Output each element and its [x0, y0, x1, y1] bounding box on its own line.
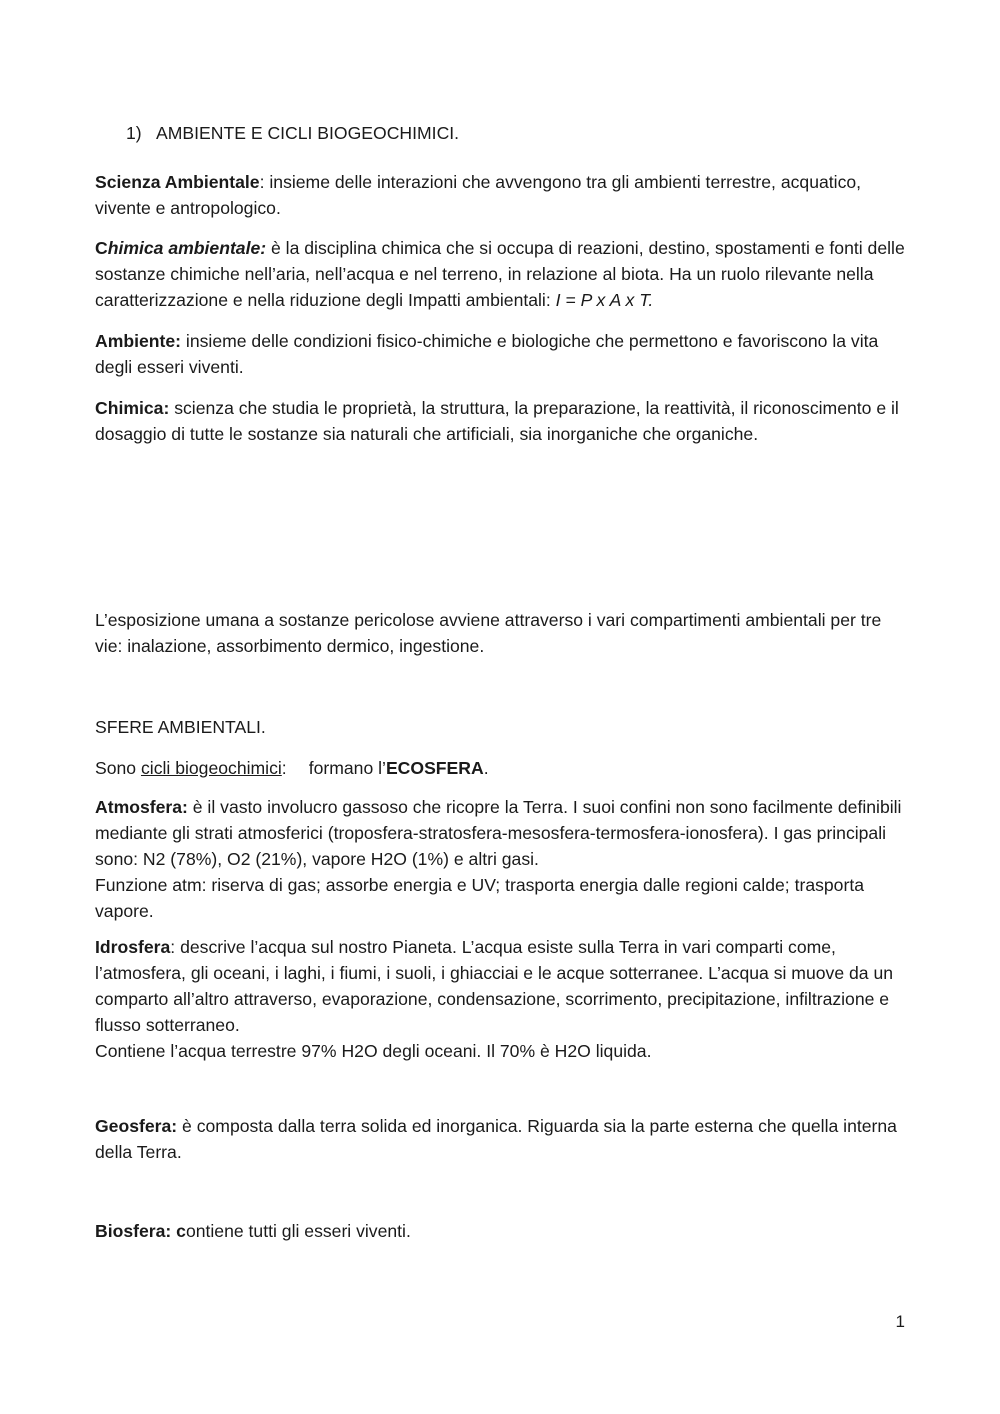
- term-scienza-ambientale: Scienza Ambientale: [95, 172, 260, 192]
- atmosfera-funzione: Funzione atm: riserva di gas; assorbe energia e UV; trasporta energia dalle regioni calde; trasporta vapore.: [95, 875, 864, 921]
- section-title: AMBIENTE E CICLI BIOGEOCHIMICI.: [156, 123, 460, 143]
- idrosfera-contiene: Contiene l’acqua terrestre 97% H2O degli oceani. Il 70% è H2O liquida.: [95, 1041, 652, 1061]
- term-chimica: Chimica:: [95, 398, 170, 418]
- intro-end: .: [483, 758, 489, 778]
- term-chimica-ambientale-initial: C: [95, 238, 108, 258]
- idrosfera-text: : descrive l’acqua sul nostro Pianeta. L’acqua esiste sulla Terra in vari comparti come, l’atmosfera, gli oceani, i laghi, i fiumi, i suoli, i ghiacciai e le acque sotterranee. L’acqua si muove da un comparto all’altro attraverso, evaporazione, condensazione, scorrimento, precipitazione, infiltrazione e flusso sotterraneo.: [95, 937, 894, 1035]
- definition-chimica-ambientale: [95, 235, 910, 313]
- biosfera-section: [95, 1218, 910, 1244]
- geosfera-section: [95, 1113, 910, 1165]
- esposizione-paragraph: L’esposizione umana a sostanze pericolose avviene attraverso i vari compartimenti ambientali per tre vie: inalazione, assorbimento dermico, ingestione.: [95, 610, 882, 656]
- ecosfera-term: ECOSFERA: [385, 758, 484, 778]
- idrosfera-section: [95, 934, 910, 1064]
- definition-text: : insieme delle interazioni che avvengono tra gli ambienti terrestre, acquatico, vivente e antropologico.: [95, 172, 862, 218]
- intro-prefix: Sono: [95, 758, 141, 778]
- term-idrosfera: Idrosfera: [95, 937, 171, 957]
- term-ambiente: Ambiente:: [95, 331, 182, 351]
- page-number: 1: [895, 1312, 905, 1331]
- term-atmosfera: Atmosfera:: [95, 797, 188, 817]
- sfere-intro: [95, 755, 910, 781]
- intro-colon: :: [281, 758, 287, 778]
- biosfera-text: ontiene tutti gli esseri viventi.: [185, 1221, 411, 1241]
- impact-formula: I = P x A x T.: [555, 290, 654, 310]
- section-number: 1): [126, 123, 142, 143]
- geosfera-text: è composta dalla terra solida ed inorganica. Riguarda sia la parte esterna che quella interna della Terra.: [95, 1116, 897, 1162]
- atmosfera-text: è il vasto involucro gassoso che ricopre la Terra. I suoi confini non sono facilmente definibili mediante gli strati atmosferici (troposfera-stratosfera-mesosfera-termosfera-ionosfera). I gas principali sono: N2 (78%), O2 (21%), vapore H2O (1%) e altri gasi.: [95, 797, 902, 869]
- definition-text: scienza che studia le proprietà, la struttura, la preparazione, la reattività, il riconoscimento e il dosaggio di tutte le sostanze sia naturali che artificiali, sia inorganiche che organiche.: [95, 398, 899, 444]
- definition-text: insieme delle condizioni fisico-chimiche e biologiche che permettono e favoriscono la vita degli esseri viventi.: [95, 331, 879, 377]
- definition-text: è la disciplina chimica che si occupa di reazioni, destino, spostamenti e fonti delle sostanze chimiche nell’aria, nell’acqua e nel terreno, in relazione al biota. Ha un ruolo rilevante nella caratterizzazione e nella riduzione degli Impatti ambientali:: [95, 238, 905, 310]
- intro-middle: formano l’: [308, 758, 386, 778]
- term-chimica-ambientale: himica ambientale:: [107, 238, 267, 258]
- term-geosfera: Geosfera:: [95, 1116, 178, 1136]
- sfere-title: SFERE AMBIENTALI.: [95, 717, 266, 737]
- definition-chimica: [95, 395, 910, 447]
- atmosfera-section: [95, 794, 910, 924]
- term-biosfera: Biosfera: c: [95, 1221, 186, 1241]
- cicli-biogeochimici-link: cicli biogeochimici: [140, 758, 282, 778]
- definition-ambiente: [95, 328, 910, 380]
- definition-scienza-ambientale: [95, 169, 910, 221]
- section-heading: [126, 120, 459, 146]
